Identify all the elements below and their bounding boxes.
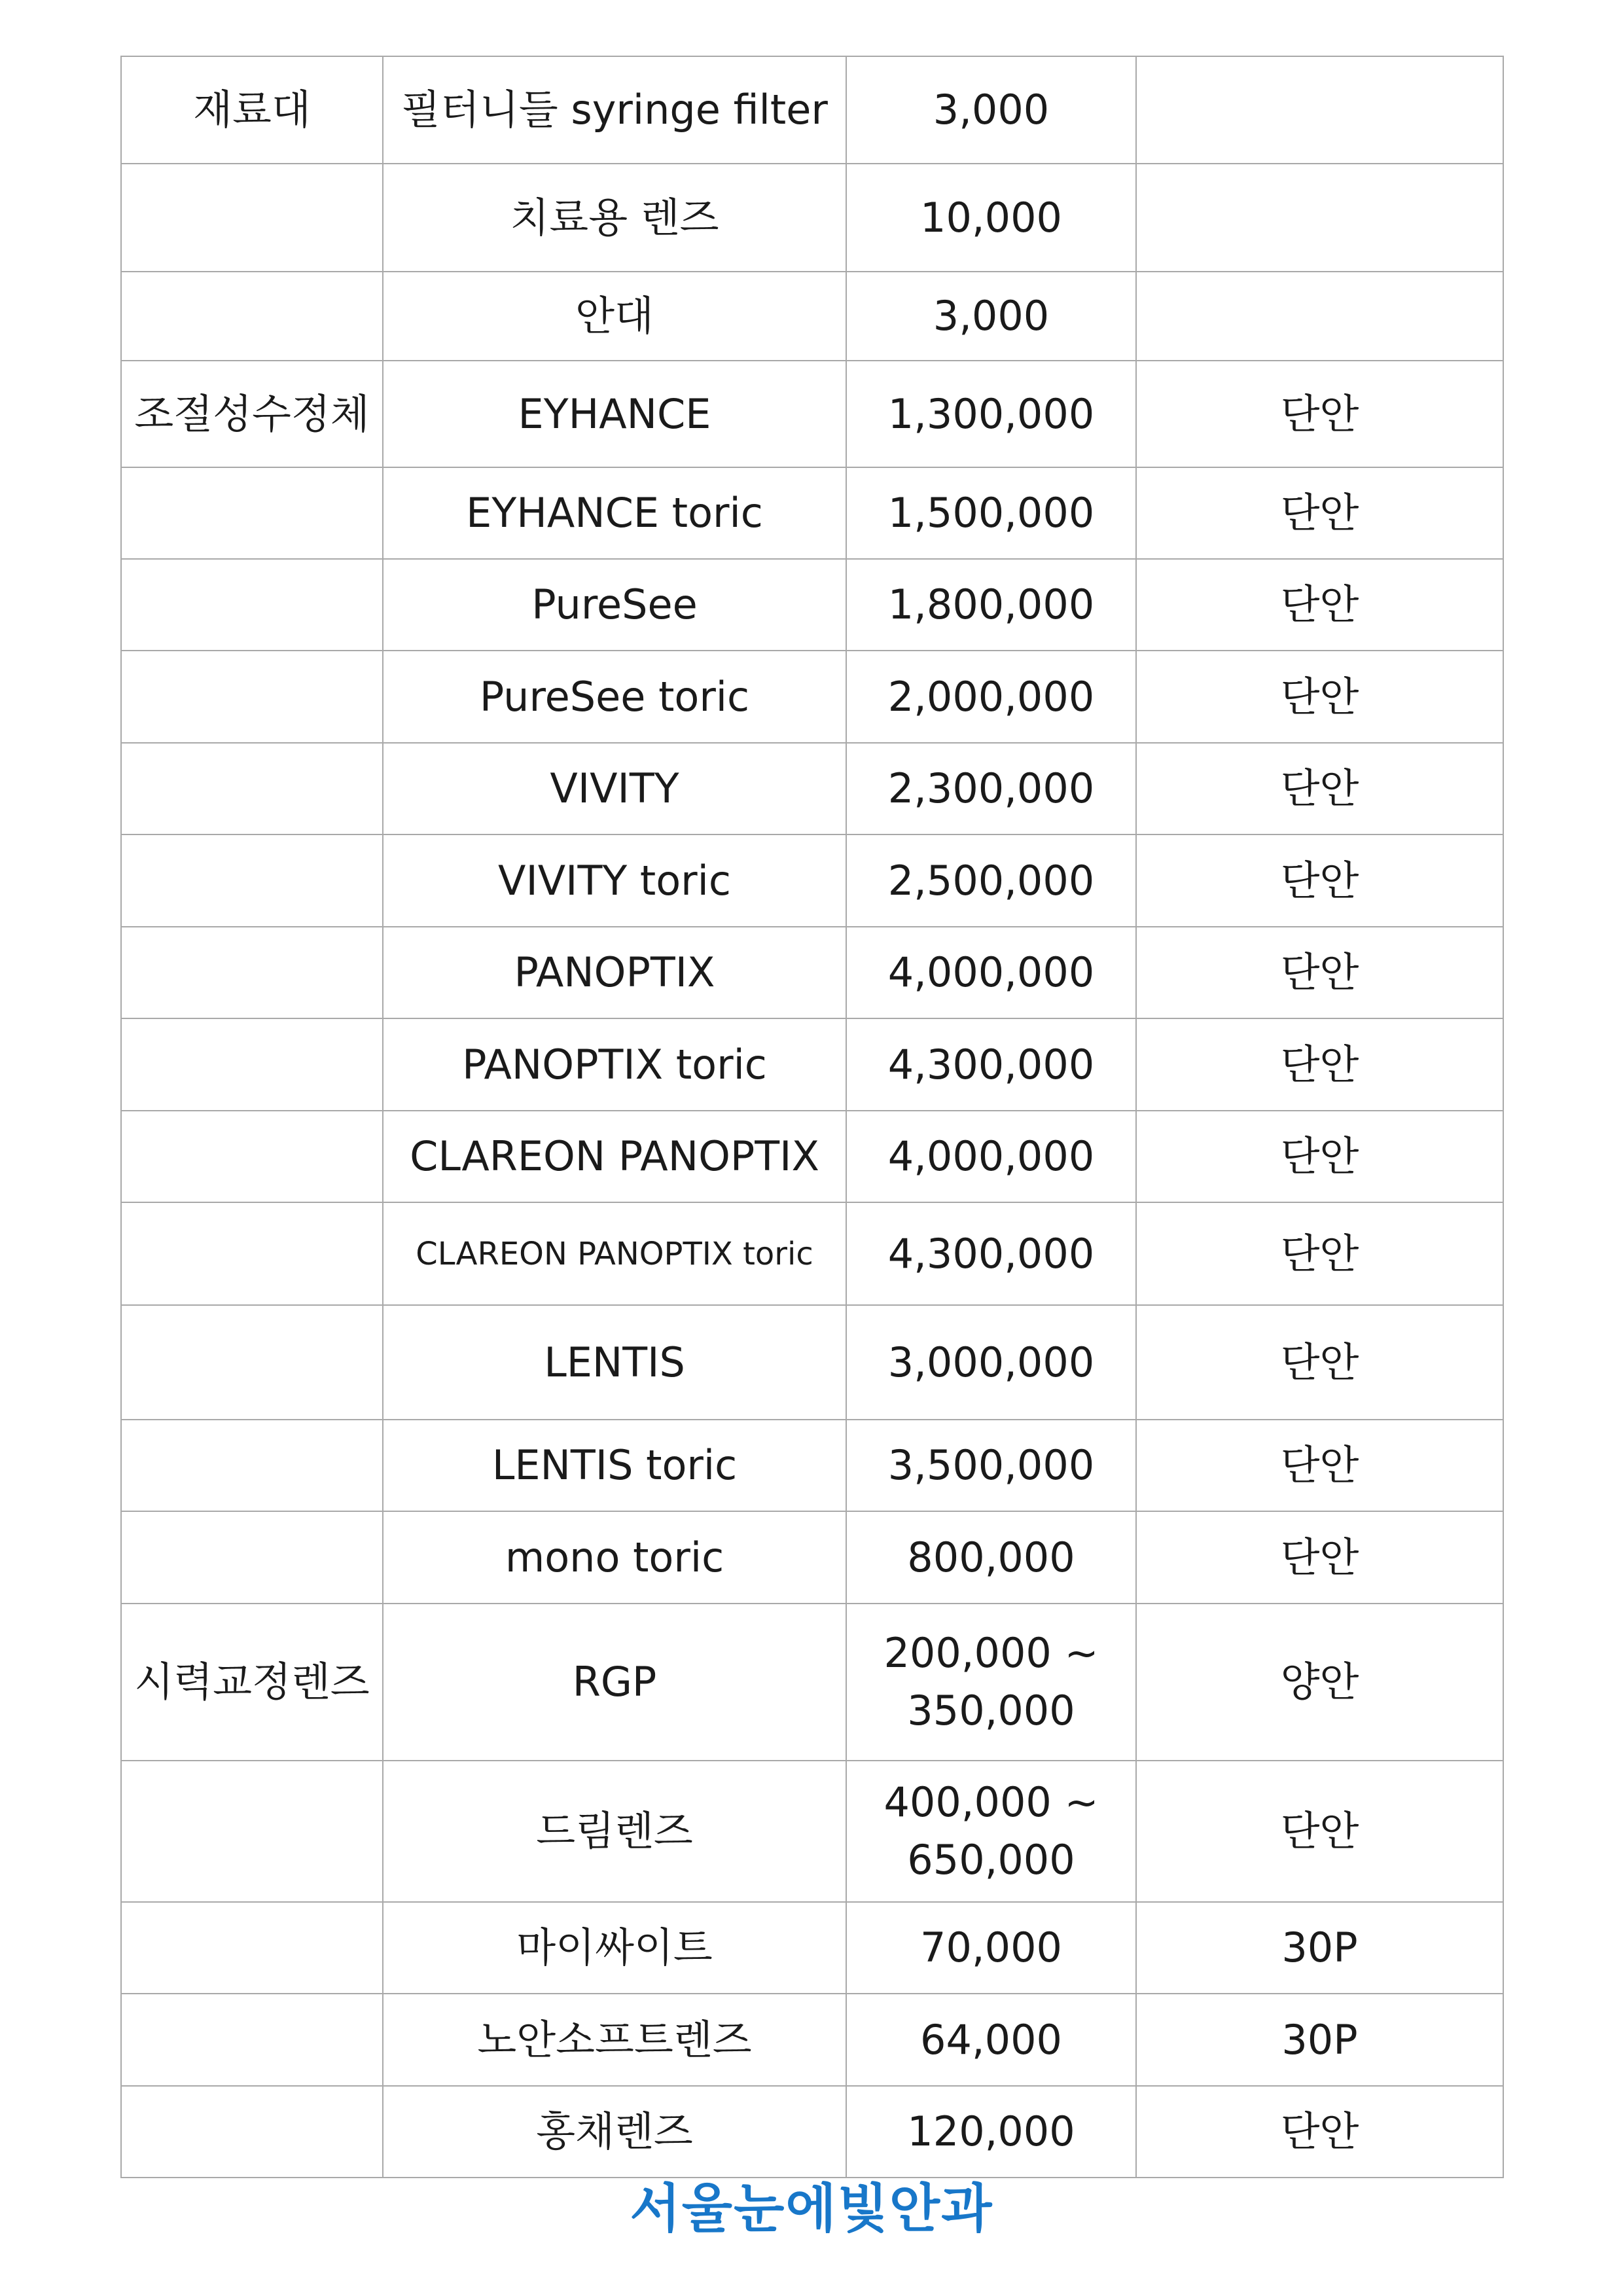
item-cell: 드림렌즈 <box>383 1761 846 1902</box>
price-cell: 4,300,000 <box>846 1202 1136 1305</box>
table-row <box>121 1511 1503 1604</box>
table-row <box>121 651 1503 743</box>
item-cell: VIVITY toric <box>383 834 846 927</box>
note-cell: 단안 <box>1136 559 1503 651</box>
table-row <box>121 1202 1503 1305</box>
table-row <box>121 1604 1503 1761</box>
table-row <box>121 1994 1503 2086</box>
note-cell: 단안 <box>1136 1018 1503 1111</box>
category-cell <box>121 651 383 743</box>
category-cell: 시력교정렌즈 <box>121 1604 383 1761</box>
category-cell <box>121 927 383 1018</box>
price-cell <box>846 1761 1136 1902</box>
price-cell: 3,000 <box>846 272 1136 361</box>
note-cell: 단안 <box>1136 467 1503 559</box>
table-row <box>121 1420 1503 1511</box>
table-row <box>121 559 1503 651</box>
price-table <box>120 56 1504 2178</box>
price-cell: 1,800,000 <box>846 559 1136 651</box>
category-cell <box>121 1018 383 1111</box>
price-range-end: 350,000 <box>907 1687 1075 1734</box>
price-cell: 800,000 <box>846 1511 1136 1604</box>
item-cell: LENTIS toric <box>383 1420 846 1511</box>
category-cell <box>121 834 383 927</box>
table-row <box>121 1761 1503 1902</box>
price-cell: 1,500,000 <box>846 467 1136 559</box>
item-cell: 노안소프트렌즈 <box>383 1994 846 2086</box>
table-row <box>121 361 1503 467</box>
price-cell: 4,000,000 <box>846 1111 1136 1202</box>
item-cell: PureSee toric <box>383 651 846 743</box>
table-row <box>121 1305 1503 1420</box>
item-cell: 마이싸이트 <box>383 1902 846 1994</box>
item-cell: CLAREON PANOPTIX <box>383 1111 846 1202</box>
note-cell: 30P <box>1136 1994 1503 2086</box>
category-cell <box>121 743 383 834</box>
note-cell: 단안 <box>1136 1420 1503 1511</box>
note-cell: 단안 <box>1136 1305 1503 1420</box>
category-cell: 재료대 <box>121 56 383 164</box>
price-cell: 1,300,000 <box>846 361 1136 467</box>
item-cell: RGP <box>383 1604 846 1761</box>
note-cell: 단안 <box>1136 1202 1503 1305</box>
price-cell: 2,300,000 <box>846 743 1136 834</box>
price-cell: 2,000,000 <box>846 651 1136 743</box>
category-cell: 조절성수정체 <box>121 361 383 467</box>
category-cell <box>121 164 383 272</box>
price-cell: 3,000 <box>846 56 1136 164</box>
item-cell: 안대 <box>383 272 846 361</box>
table-row <box>121 56 1503 164</box>
table-row <box>121 927 1503 1018</box>
price-cell: 64,000 <box>846 1994 1136 2086</box>
category-cell <box>121 272 383 361</box>
item-cell: 홍채렌즈 <box>383 2086 846 2178</box>
category-cell <box>121 467 383 559</box>
category-cell <box>121 1111 383 1202</box>
note-cell: 단안 <box>1136 1511 1503 1604</box>
category-cell <box>121 1305 383 1420</box>
note-cell: 양안 <box>1136 1604 1503 1761</box>
price-cell: 4,000,000 <box>846 927 1136 1018</box>
category-cell <box>121 1902 383 1994</box>
category-cell <box>121 1420 383 1511</box>
table-row <box>121 834 1503 927</box>
item-cell: VIVITY <box>383 743 846 834</box>
price-cell <box>846 1604 1136 1761</box>
table-row <box>121 1902 1503 1994</box>
category-cell <box>121 1511 383 1604</box>
price-cell: 10,000 <box>846 164 1136 272</box>
note-cell: 단안 <box>1136 743 1503 834</box>
note-cell <box>1136 272 1503 361</box>
category-cell <box>121 559 383 651</box>
item-cell: LENTIS <box>383 1305 846 1420</box>
table-row <box>121 1111 1503 1202</box>
note-cell: 단안 <box>1136 361 1503 467</box>
item-cell: 치료용 렌즈 <box>383 164 846 272</box>
table-row <box>121 743 1503 834</box>
note-cell: 단안 <box>1136 651 1503 743</box>
category-cell <box>121 1202 383 1305</box>
table-row <box>121 164 1503 272</box>
price-range-end: 650,000 <box>907 1836 1075 1884</box>
note-cell: 단안 <box>1136 927 1503 1018</box>
price-cell: 120,000 <box>846 2086 1136 2178</box>
note-cell <box>1136 56 1503 164</box>
price-range-start: 200,000 ~ <box>883 1629 1099 1677</box>
category-cell <box>121 2086 383 2178</box>
price-cell: 2,500,000 <box>846 834 1136 927</box>
category-cell <box>121 1761 383 1902</box>
note-cell: 30P <box>1136 1902 1503 1994</box>
table-row <box>121 1018 1503 1111</box>
price-cell: 3,000,000 <box>846 1305 1136 1420</box>
note-cell: 단안 <box>1136 1111 1503 1202</box>
note-cell: 단안 <box>1136 2086 1503 2178</box>
price-cell: 4,300,000 <box>846 1018 1136 1111</box>
note-cell: 단안 <box>1136 1761 1503 1902</box>
item-cell: EYHANCE <box>383 361 846 467</box>
note-cell: 단안 <box>1136 834 1503 927</box>
price-cell: 70,000 <box>846 1902 1136 1994</box>
price-cell: 3,500,000 <box>846 1420 1136 1511</box>
item-cell: mono toric <box>383 1511 846 1604</box>
table-row <box>121 467 1503 559</box>
clinic-logo: 서울눈에빛안과 <box>630 2178 993 2239</box>
item-cell: 필터니들 syringe filter <box>383 56 846 164</box>
item-cell: CLAREON PANOPTIX toric <box>383 1202 846 1305</box>
table-row <box>121 2086 1503 2178</box>
item-cell: PureSee <box>383 559 846 651</box>
table-row <box>121 272 1503 361</box>
price-range-start: 400,000 ~ <box>883 1778 1099 1826</box>
item-cell: EYHANCE toric <box>383 467 846 559</box>
item-cell: PANOPTIX toric <box>383 1018 846 1111</box>
note-cell <box>1136 164 1503 272</box>
category-cell <box>121 1994 383 2086</box>
item-cell: PANOPTIX <box>383 927 846 1018</box>
